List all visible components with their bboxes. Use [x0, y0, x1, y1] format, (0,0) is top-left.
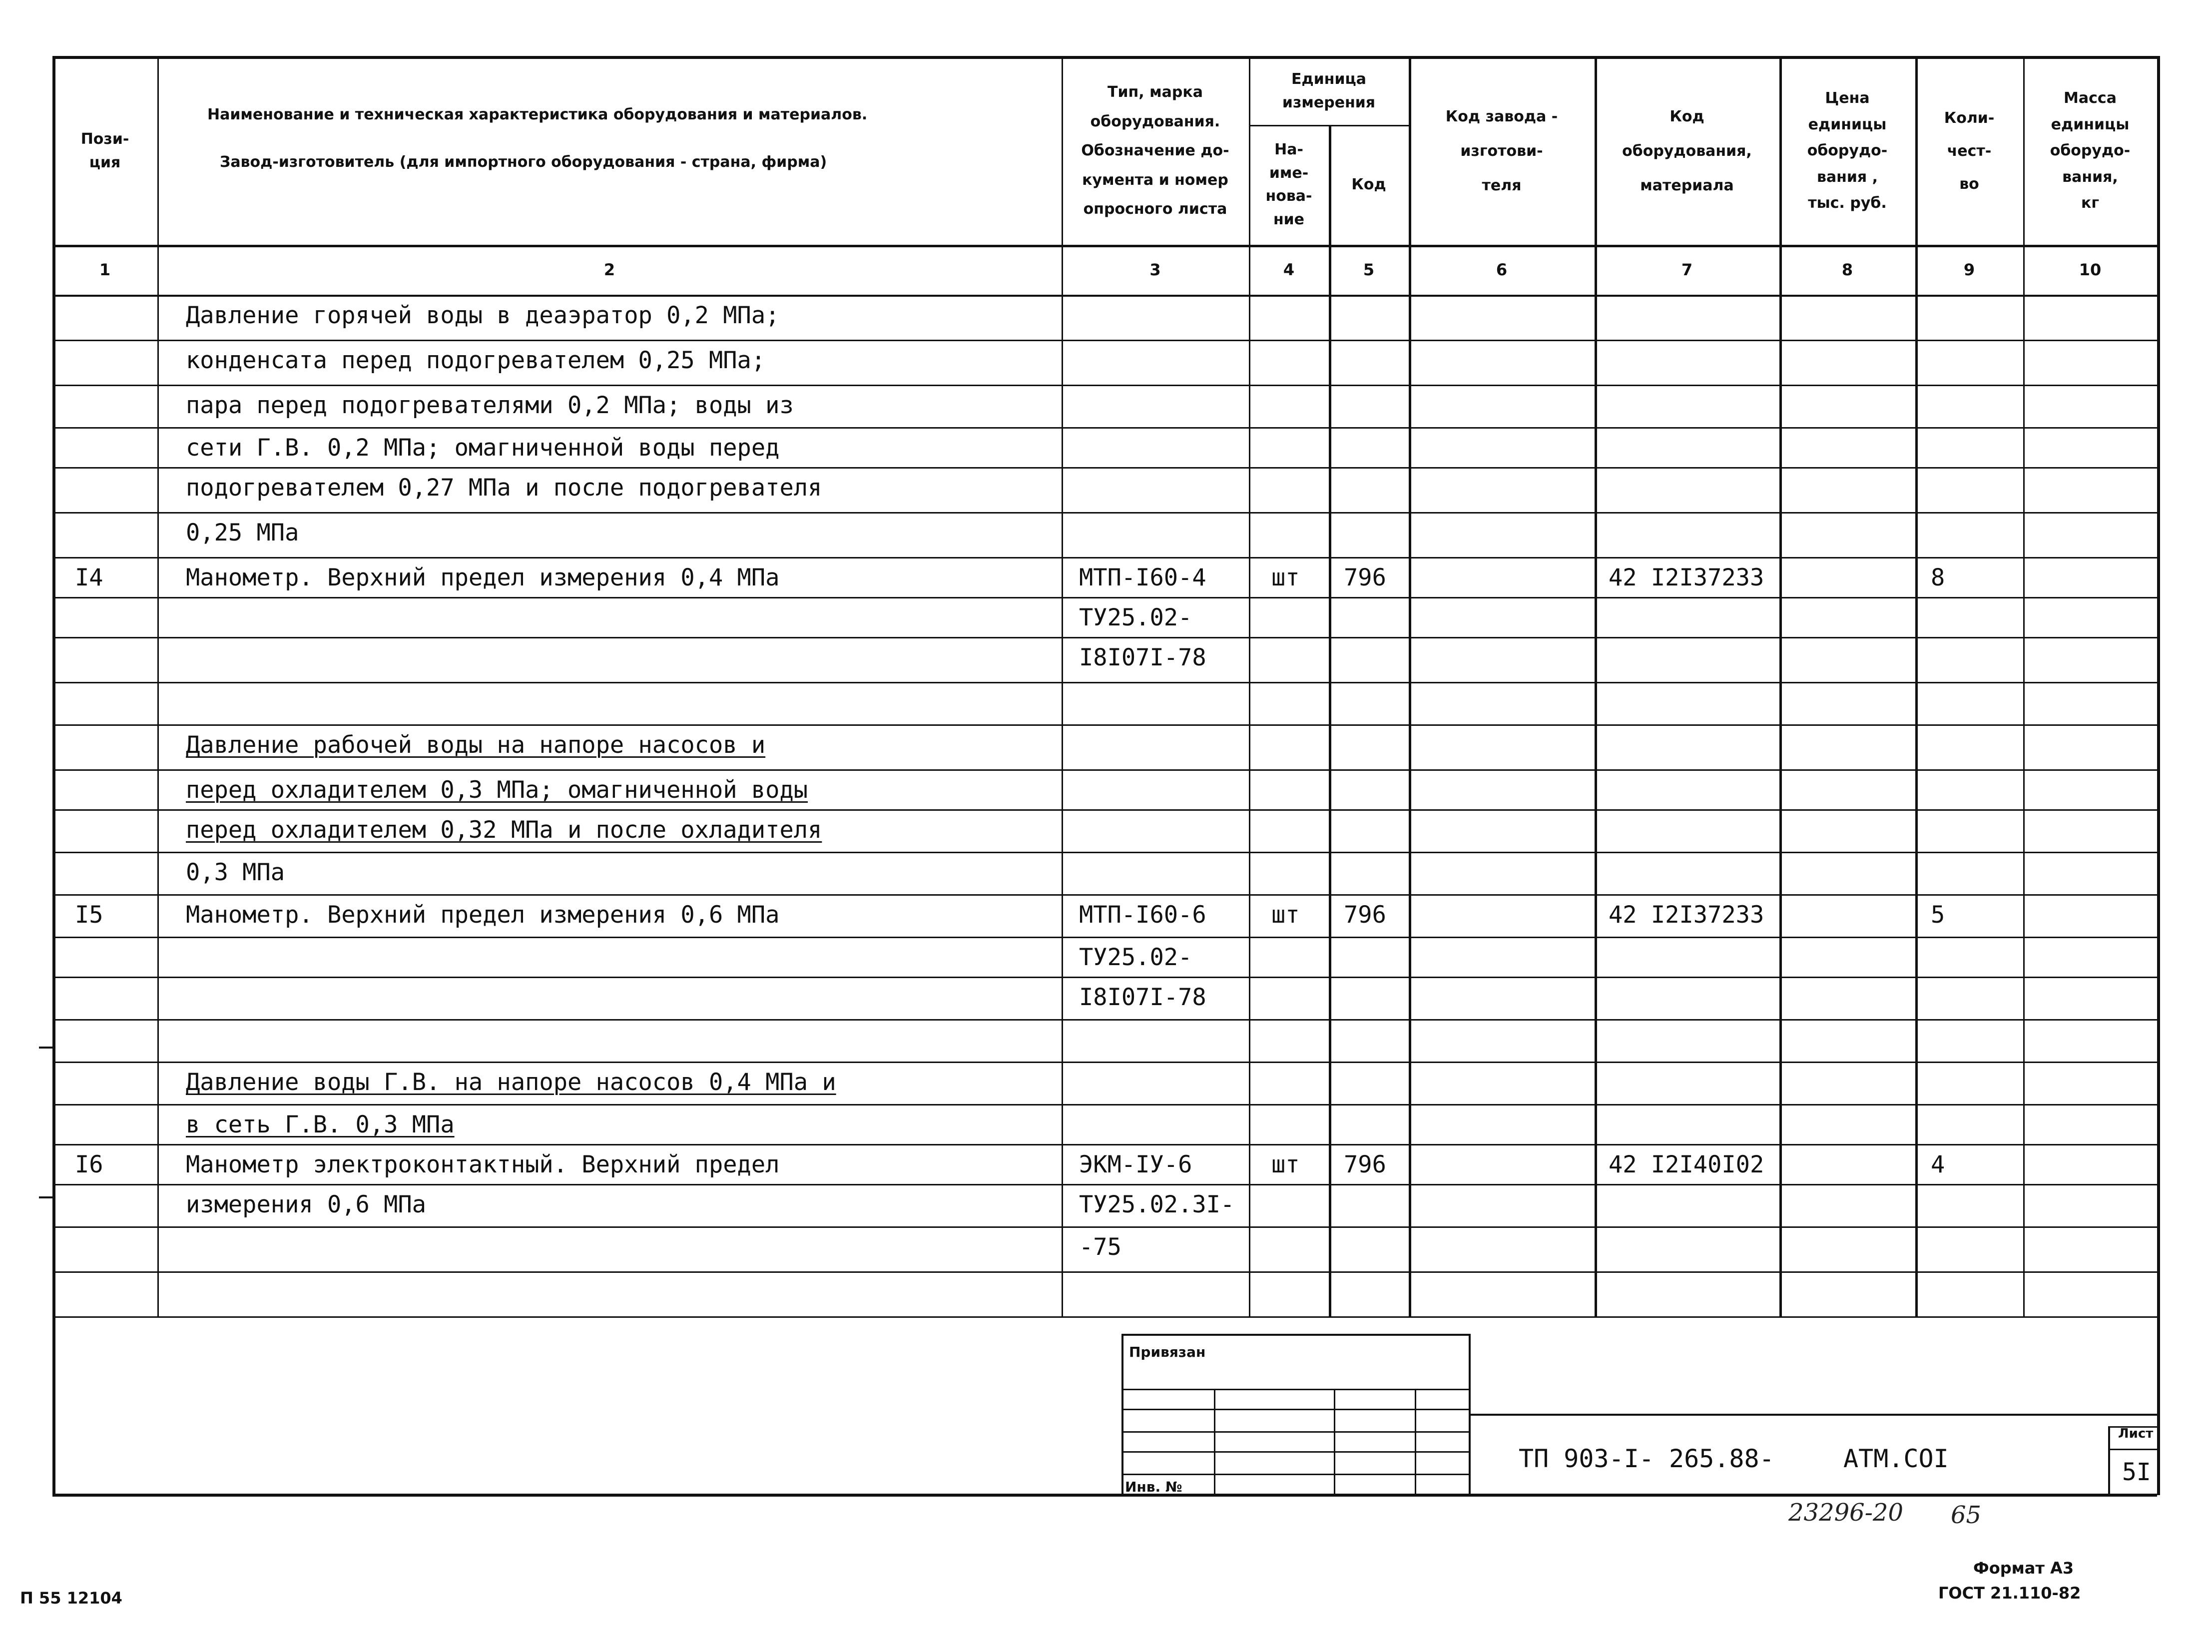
row-type: МТП-I60-4 — [1079, 564, 1206, 591]
grid-line-h — [52, 852, 2157, 853]
row-name: конденсата перед подогревателем 0,25 МПа; — [186, 347, 766, 374]
grid-line-v — [2157, 56, 2160, 1495]
grid-line-h — [52, 427, 2157, 429]
grid-line-h — [52, 1316, 2157, 1318]
grid-line-h — [52, 769, 2157, 771]
row-type: -75 — [1079, 1233, 1121, 1261]
grid-line-h — [52, 637, 2157, 638]
grid-line-h — [52, 1144, 2157, 1145]
column-number: 2 — [603, 260, 615, 279]
document-suffix: АТМ.COI — [1843, 1444, 1949, 1473]
header-unit-name: На- име- нова- ние — [1265, 141, 1312, 228]
form-code: П 55 12104 — [20, 1589, 122, 1608]
grid-line-h — [1121, 1474, 1469, 1475]
grid-line-h — [1121, 1389, 1469, 1390]
row-position: I5 — [75, 901, 103, 929]
header-name-line1: Наименование и техническая характеристика оборудования и материалов. — [207, 105, 868, 123]
row-name: Давление горячей воды в деаэратор 0,2 МПа; — [186, 302, 780, 329]
grid-line-h — [52, 1184, 2157, 1185]
row-unit-code: 796 — [1344, 901, 1386, 929]
grid-line-h — [39, 1047, 52, 1049]
stamp-inv-label: Инв. № — [1125, 1479, 1182, 1495]
grid-line-h — [52, 512, 2157, 514]
grid-line-h — [52, 557, 2157, 558]
grid-line-v — [2023, 56, 2025, 1316]
grid-line-h — [52, 937, 2157, 938]
row-type: МТП-I60-6 — [1079, 901, 1206, 929]
header-equipment-code: Код оборудования, материала — [1622, 108, 1752, 194]
handwritten-note: 65 — [1951, 1501, 1982, 1529]
grid-line-h — [1121, 1409, 1469, 1410]
grid-line-v — [52, 56, 55, 1495]
format-label: Формат А3 — [1973, 1559, 2074, 1578]
row-name: пара перед подогревателями 0,2 МПа; воды из — [186, 392, 794, 419]
grid-line-v — [1334, 1389, 1335, 1495]
row-position: I6 — [75, 1151, 103, 1178]
row-name: Давление рабочей воды на напоре насосов и — [186, 731, 766, 759]
row-name: 0,3 МПа — [186, 859, 285, 886]
row-type: I8I07I-78 — [1079, 644, 1206, 671]
column-number: 5 — [1363, 260, 1375, 279]
grid-line-v — [1121, 1334, 1123, 1495]
grid-line-v — [1409, 56, 1411, 1316]
row-name: Давление воды Г.В. на напоре насосов 0,4 МПа и — [186, 1069, 836, 1096]
grid-line-v — [1214, 1389, 1215, 1495]
row-type: ТУ25.02- — [1079, 604, 1192, 631]
grid-line-v — [1779, 56, 1782, 1316]
row-unit-code: 796 — [1344, 564, 1386, 591]
sheet-label: Лист — [2118, 1426, 2154, 1441]
header-mass: Масса единицы оборудо- вания, кг — [2050, 89, 2131, 212]
grid-line-h — [52, 385, 2157, 386]
grid-line-v — [2108, 1426, 2110, 1495]
header-name-line2: Завод-изготовитель (для импортного оборудования - страна, фирма) — [220, 153, 827, 171]
grid-line-h — [52, 1062, 2157, 1063]
header-quantity: Коли- чест- во — [1944, 109, 1995, 193]
grid-line-h — [52, 894, 2157, 896]
grid-line-h — [1121, 1334, 1469, 1336]
header-unit-code: Код — [1351, 175, 1386, 193]
header-type: Тип, марка оборудования. Обозначение до- кумента и номер опросного листа — [1081, 83, 1229, 218]
grid-line-h — [52, 1104, 2157, 1105]
header-factory-code: Код завода - изготови- теля — [1445, 108, 1558, 194]
column-number: 4 — [1283, 260, 1295, 279]
grid-line-h — [52, 724, 2157, 726]
grid-line-h — [52, 597, 2157, 598]
handwritten-inventory-number: 23296-20 — [1788, 1499, 1903, 1527]
row-name: Манометр. Верхний предел измерения 0,6 МПа — [186, 901, 780, 929]
grid-line-v — [1249, 56, 1250, 1316]
row-unit: шт — [1271, 564, 1300, 591]
row-name: Манометр электроконтактный. Верхний предел — [186, 1151, 780, 1178]
column-number: 9 — [1963, 260, 1975, 279]
row-quantity: 4 — [1931, 1151, 1945, 1178]
row-name: 0,25 МПа — [186, 519, 299, 547]
row-equipment-code: 42 I2I40I02 — [1609, 1151, 1764, 1178]
sheet-number: 5I — [2122, 1458, 2151, 1486]
header-price: Цена единицы оборудо- вания , тыс. руб. — [1807, 89, 1888, 212]
row-name: перед охладителем 0,32 МПа и после охладителя — [186, 816, 822, 844]
row-type: I8I07I-78 — [1079, 984, 1206, 1011]
row-equipment-code: 42 I2I37233 — [1609, 901, 1764, 929]
grid-line-h — [1121, 1451, 1469, 1453]
column-number: 10 — [2079, 260, 2102, 279]
grid-line-h — [52, 56, 2157, 59]
grid-line-h — [52, 340, 2157, 341]
grid-line-h — [52, 682, 2157, 683]
grid-line-h — [52, 1226, 2157, 1228]
column-number: 1 — [99, 260, 111, 279]
grid-line-h — [2108, 1449, 2157, 1450]
grid-line-h — [52, 1019, 2157, 1021]
grid-line-h — [52, 295, 2157, 297]
row-name: перед охладителем 0,3 МПа; омагниченной воды — [186, 776, 808, 804]
grid-line-v — [1595, 56, 1597, 1316]
row-type: ЭКМ-IУ-6 — [1079, 1151, 1192, 1178]
grid-line-v — [157, 56, 159, 1316]
header-unit-group: Единица измерения — [1282, 70, 1376, 111]
grid-line-v — [1062, 56, 1063, 1316]
row-name: измерения 0,6 МПа — [186, 1191, 427, 1218]
row-type: ТУ25.02.3I- — [1079, 1191, 1235, 1218]
grid-line-h — [1469, 1414, 2157, 1416]
grid-line-h — [52, 1271, 2157, 1273]
row-quantity: 5 — [1931, 901, 1945, 929]
grid-line-v — [1329, 125, 1331, 1316]
row-equipment-code: 42 I2I37233 — [1609, 564, 1764, 591]
row-position: I4 — [75, 564, 103, 591]
grid-line-h — [1121, 1431, 1469, 1433]
grid-line-h — [52, 977, 2157, 978]
grid-line-h — [52, 245, 2157, 247]
document-code: ТП 903-I- 265.88- — [1519, 1444, 1774, 1473]
grid-line-h — [52, 1494, 2157, 1497]
row-unit-code: 796 — [1344, 1151, 1386, 1178]
grid-line-h — [52, 809, 2157, 811]
column-number: 7 — [1681, 260, 1693, 279]
grid-line-v — [1415, 1389, 1416, 1495]
row-unit: шт — [1271, 1151, 1300, 1178]
grid-line-h — [52, 467, 2157, 469]
gost-label: ГОСТ 21.110-82 — [1938, 1584, 2081, 1603]
column-number: 6 — [1496, 260, 1508, 279]
row-name: в сеть Г.В. 0,3 МПа — [186, 1111, 455, 1138]
row-name: сети Г.В. 0,2 МПа; омагниченной воды перед — [186, 434, 780, 462]
column-number: 8 — [1841, 260, 1853, 279]
column-number: 3 — [1149, 260, 1161, 279]
stamp-privyazan-label: Привязан — [1129, 1344, 1206, 1360]
row-unit: шт — [1271, 901, 1300, 929]
grid-line-v — [1915, 56, 1918, 1316]
row-type: ТУ25.02- — [1079, 944, 1192, 971]
row-name: подогревателем 0,27 МПа и после подогревателя — [186, 474, 822, 502]
header-position: Пози- ция — [80, 130, 129, 171]
row-quantity: 8 — [1931, 564, 1945, 591]
grid-line-h — [39, 1196, 52, 1198]
row-name: Манометр. Верхний предел измерения 0,4 МПа — [186, 564, 780, 591]
